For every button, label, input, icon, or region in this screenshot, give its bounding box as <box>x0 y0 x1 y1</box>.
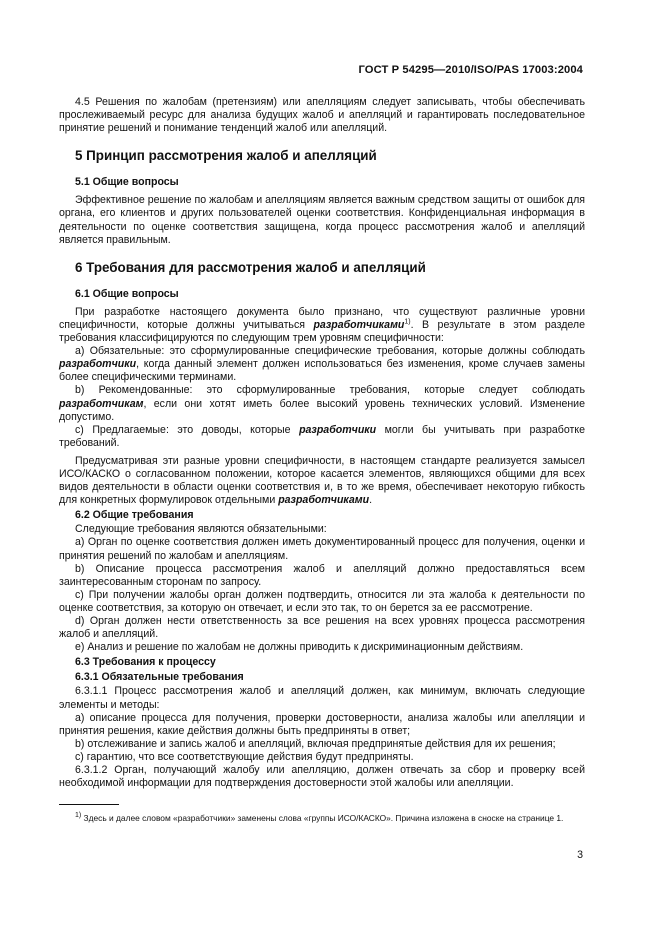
list-item-c <box>59 424 585 450</box>
text-run: . В результате в этом разделе требования классифицируются по следующим трем уровням специфичности: <box>59 318 585 345</box>
text-run: Предусматривая эти разные уровни специфичности, в настоящем стандарте реализуется замысел ИСО/КАСКО о согласованном положении, которое касается элементов, являющихся общими для всех видов деятельности в области оценки соответствия и, в то же время, обеспечивает некоторую гибкость для конкретных формулировок отдельными <box>59 454 585 507</box>
clause-6-3-1-1-c: c) гарантию, что все соответствующие действия будут предприняты. <box>75 750 414 763</box>
text-run: . <box>369 494 373 507</box>
section-6-2-intro: Следующие требования являются обязательными: <box>75 523 327 536</box>
requirement-d: d) Орган должен нести ответственность за все решения на всех уровнях процесса рассмотрения жалоб и апелляций. <box>59 615 585 641</box>
text-run: При разработке настоящего документа было признано, что существуют различные уровни специфичности, которые должны учитываться <box>59 305 585 331</box>
section-5-heading: 5 Принцип рассмотрения жалоб и апелляций <box>75 148 377 164</box>
section-6-3-heading: 6.3 Требования к процессу <box>75 656 216 669</box>
section-6-1-paragraph-1 <box>59 306 585 345</box>
emphasis-developers: разработчиками <box>278 494 370 507</box>
document-header: ГОСТ Р 54295—2010/ISO/PAS 17003:2004 <box>358 64 583 76</box>
text-run: b) Рекомендованные: это сформулированные требования, которые следует соблюдать <box>75 384 585 397</box>
requirement-e: e) Анализ и решение по жалобам не должны приводить к дискриминационным действиям. <box>75 641 524 654</box>
footnote <box>59 812 585 825</box>
section-6-2-heading: 6.2 Общие требования <box>75 509 194 522</box>
text-run: , если они хотят иметь более высокий уровень технических условий. Изменение допустимо. <box>59 397 585 423</box>
list-item-a <box>59 345 585 384</box>
footnote-marker: 1) <box>75 812 82 820</box>
clause-6-3-1-2: 6.3.1.2 Орган, получающий жалобу или апелляцию, должен отвечать за сбор и проверку всей необходимой информации для подтверждения достоверности этой жалобы или апелляции. <box>59 764 585 790</box>
footnote-text: Здесь и далее словом «разработчики» заменены слова «группы ИСО/КАСКО». Причина изложена в сноске на странице 1. <box>81 813 564 823</box>
requirement-c: c) При получении жалобы орган должен подтвердить, относится ли эта жалоба к деятельности по оценке соответствия, за которую он отвечает, и если это так, то он берется за ее рассмотрение. <box>59 588 585 614</box>
text-run: c) Предлагаемые: это доводы, которые <box>75 423 300 436</box>
section-6-heading: 6 Требования для рассмотрения жалоб и апелляций <box>75 259 426 275</box>
emphasis-developers: разработчиками <box>313 318 405 331</box>
page-number: 3 <box>577 849 583 861</box>
emphasis-developers: разработчикам <box>59 397 144 410</box>
footnote-divider <box>59 804 119 805</box>
text-run: а) Обязательные: это сформулированные специфические требования, которые должны соблюдать <box>75 345 585 358</box>
section-5-1-heading: 5.1 Общие вопросы <box>75 176 179 189</box>
requirement-b: b) Описание процесса рассмотрения жалоб и апелляций должно предоставляться всем заинтересованным сторонам по запросу. <box>59 562 585 588</box>
clause-6-3-1-1-b: b) отслеживание и запись жалоб и апелляций, включая предпринятые действия для их решения; <box>75 737 556 750</box>
section-6-3-1-heading: 6.3.1 Обязательные требования <box>75 671 244 684</box>
list-item-b <box>59 384 585 423</box>
section-6-1-heading: 6.1 Общие вопросы <box>75 287 179 300</box>
page-body <box>59 96 585 790</box>
section-6-1-paragraph-2 <box>59 455 585 507</box>
footnote-ref: 1) <box>404 318 411 326</box>
clause-6-3-1-1: 6.3.1.1 Процесс рассмотрения жалоб и апелляций должен, как минимум, включать следующие элементы и методы: <box>59 685 585 711</box>
paragraph-4-5: 4.5 Решения по жалобам (претензиям) или апелляциям следует записывать, чтобы обеспечивать прослеживаемый ресурс для анализа будущих жалоб и апелляций и гарантировать последовательное принятие решений и понимание тенденций жалоб или апелляций. <box>59 96 585 135</box>
text-run: могли бы учитывать при разработке требований. <box>59 423 585 449</box>
clause-6-3-1-1-a: а) описание процесса для получения, проверки достоверности, анализа жалобы или апелляции и принятия решения, какие действия должны быть предприняты в ответ; <box>59 711 585 737</box>
emphasis-developers: разработчики <box>59 358 137 371</box>
emphasis-developers: разработчики <box>299 423 377 436</box>
text-run: , когда данный элемент должен использоваться без изменения, кроме случаев замены более специфическими терминами. <box>59 358 585 384</box>
requirement-a: а) Орган по оценке соответствия должен иметь документированный процесс для получения, оценки и принятия решений по жалобам и апелляциям. <box>59 536 585 562</box>
section-5-1-text: Эффективное решение по жалобам и апелляциям является важным средством защиты от ошибок для органа, его клиентов и других пользователей оценки соответствия. Конфиденциальная информация в деятельности по оценке соответствия защищена, когда процесс рассмотрения жалоб и апелляций является правильным. <box>59 194 585 246</box>
